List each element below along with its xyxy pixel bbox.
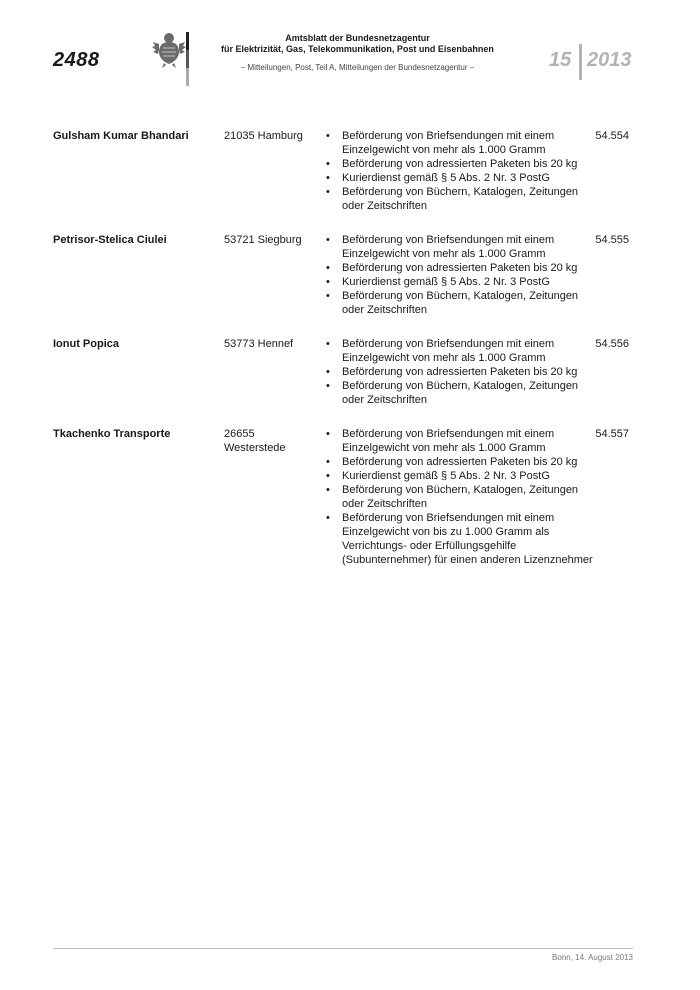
service-list: [325, 129, 593, 213]
service-item: • Beförderung von adressierten Paketen bis 20 kg: [325, 261, 593, 275]
license-entry: [53, 337, 643, 407]
page-number: 2488: [53, 49, 100, 71]
masthead: [200, 33, 515, 73]
license-list: [53, 129, 643, 587]
licensee-place: 53721 Siegburg: [224, 234, 302, 246]
service-item: • Beförderung von adressierten Paketen bis 20 kg: [325, 455, 593, 469]
flag-stripe-red: [186, 50, 189, 68]
service-item: • Beförderung von Briefsendungen mit einem Einzelgewicht von mehr als 1.000 Gramm: [325, 129, 593, 157]
flag-stripe-black: [186, 32, 189, 50]
licensee-place: 21035 Hamburg: [224, 130, 303, 142]
service-item: • Beförderung von adressierten Paketen bis 20 kg: [325, 157, 593, 171]
service-item: • Beförderung von Büchern, Katalogen, Zeitungen oder Zeitschriften: [325, 289, 593, 317]
federal-eagle-icon: [152, 30, 186, 68]
license-number: 54.557: [595, 428, 629, 440]
service-item: • Kurierdienst gemäß § 5 Abs. 2 Nr. 3 PostG: [325, 275, 593, 289]
license-entry: [53, 129, 643, 213]
service-item: • Beförderung von Büchern, Katalogen, Zeitungen oder Zeitschriften: [325, 483, 593, 511]
license-entry: [53, 233, 643, 317]
service-item: • Kurierdienst gemäß § 5 Abs. 2 Nr. 3 PostG: [325, 171, 593, 185]
license-number: 54.554: [595, 130, 629, 142]
service-item: • Beförderung von Büchern, Katalogen, Zeitungen oder Zeitschriften: [325, 185, 593, 213]
masthead-title-line1: Amtsblatt der Bundesnetzagentur: [285, 33, 430, 43]
license-entry: [53, 427, 643, 567]
service-item: • Beförderung von Briefsendungen mit einem Einzelgewicht von mehr als 1.000 Gramm: [325, 233, 593, 261]
service-item: • Beförderung von adressierten Paketen bis 20 kg: [325, 365, 593, 379]
service-list: [325, 427, 593, 567]
licensee-name: Gulsham Kumar Bhandari: [53, 130, 189, 142]
licensee-name: Tkachenko Transporte: [53, 428, 171, 440]
flag-stripe-gold: [186, 68, 189, 86]
service-item: • Kurierdienst gemäß § 5 Abs. 2 Nr. 3 PostG: [325, 469, 593, 483]
issue-number: 15: [549, 49, 572, 71]
service-item: • Beförderung von Briefsendungen mit einem Einzelgewicht von mehr als 1.000 Gramm: [325, 427, 593, 455]
issue-divider: [579, 44, 582, 80]
licensee-name: Petrisor-Stelica Ciulei: [53, 234, 167, 246]
service-item: • Beförderung von Büchern, Katalogen, Zeitungen oder Zeitschriften: [325, 379, 593, 407]
service-item: • Beförderung von Briefsendungen mit einem Einzelgewicht von bis zu 1.000 Gramm als Verrichtungs- oder Erfüllungsgehilfe (Subunternehmer) für einen anderen Lizenznehmer: [325, 511, 593, 567]
issue-year: 2013: [587, 49, 632, 71]
licensee-place: 53773 Hennef: [224, 338, 294, 350]
masthead-subtitle: – Mitteilungen, Post, Teil A, Mitteilungen der Bundesnetzagentur –: [240, 63, 475, 72]
service-item: • Beförderung von Briefsendungen mit einem Einzelgewicht von mehr als 1.000 Gramm: [325, 337, 593, 365]
license-number: 54.556: [595, 338, 629, 350]
licensee-name: Ionut Popica: [53, 338, 119, 350]
service-list: [325, 337, 593, 407]
licensee-place: 26655 Westerstede: [224, 428, 286, 454]
masthead-title-line2: für Elektrizität, Gas, Telekommunikation, Post und Eisenbahnen: [221, 44, 494, 54]
license-number: 54.555: [595, 234, 629, 246]
service-list: [325, 233, 593, 317]
footer-date: Bonn, 14. August 2013: [552, 953, 633, 962]
footer-rule: [53, 948, 633, 949]
